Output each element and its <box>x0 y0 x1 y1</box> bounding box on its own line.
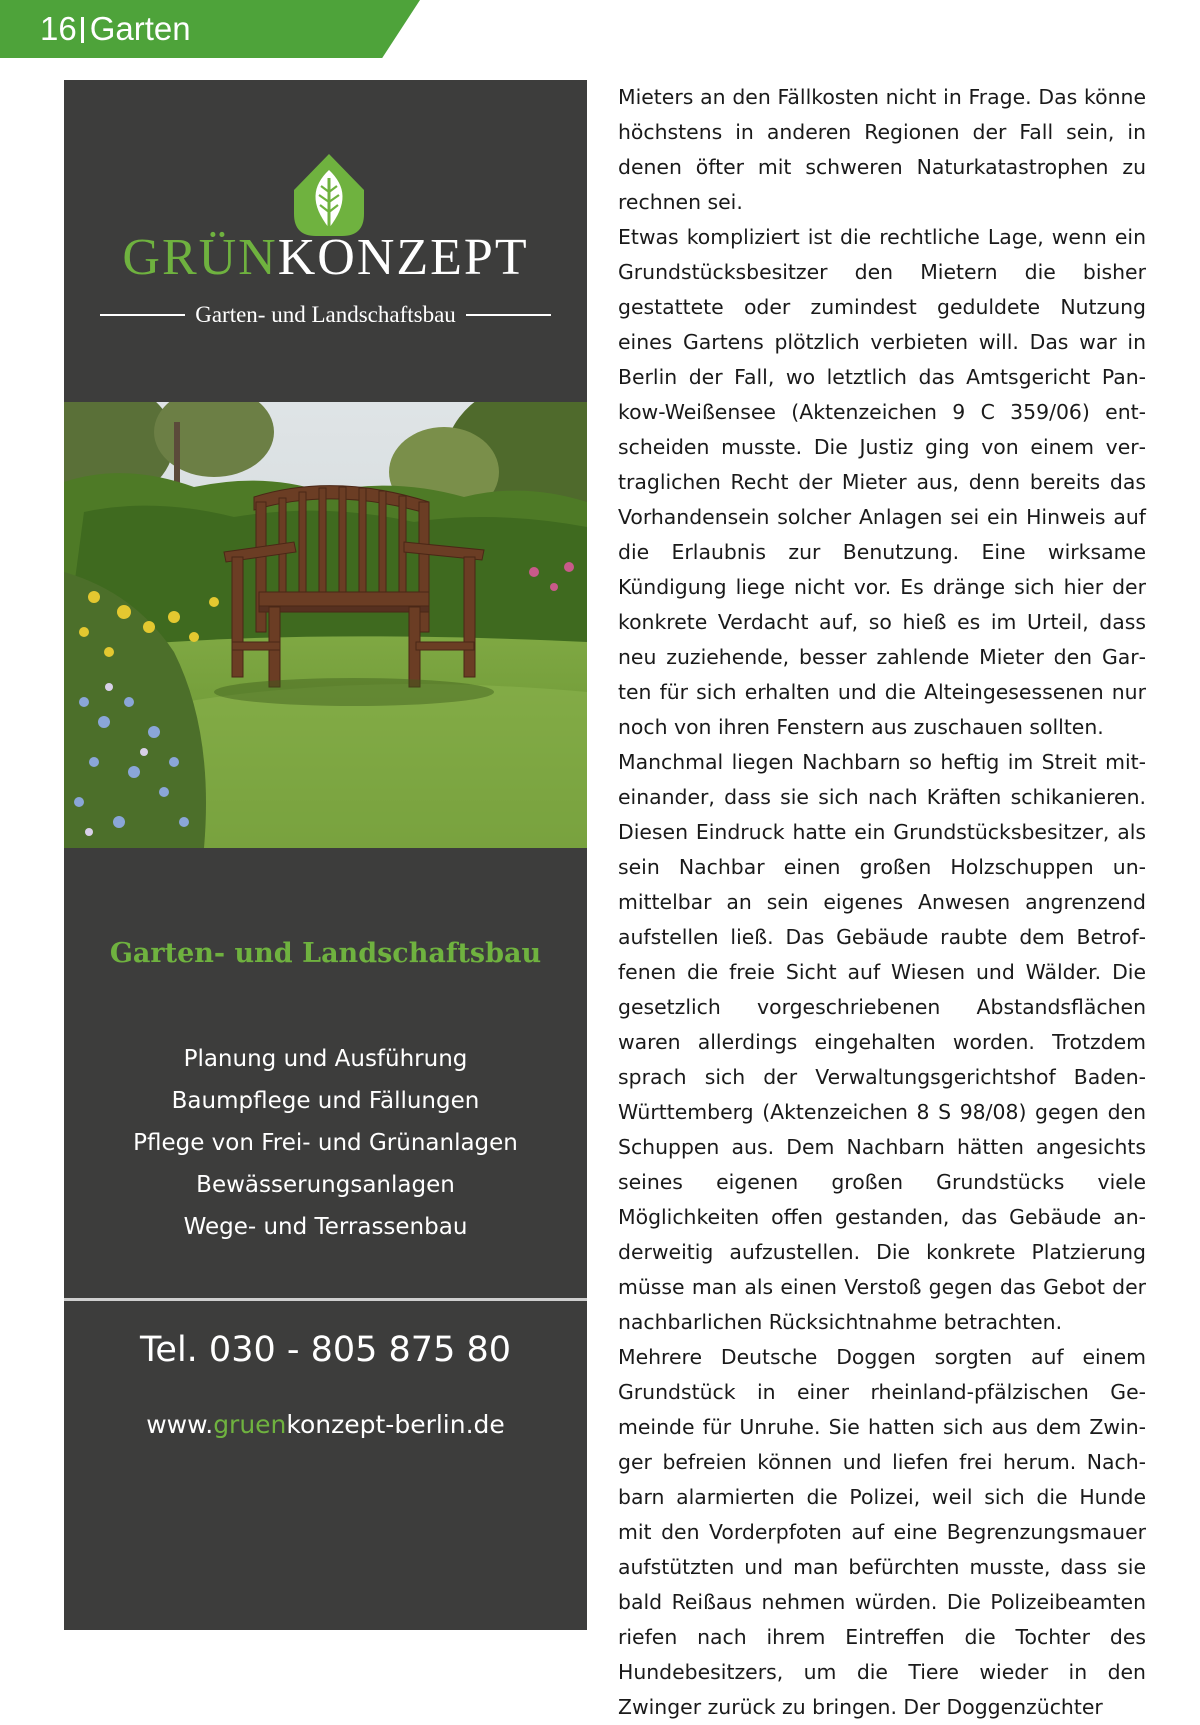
service-item: Wege- und Terrassenbau <box>183 1214 468 1240</box>
article-paragraph: Mehrere Deutsche Doggen sorgten auf einem Grundstück in einer rheinland-pfälzischen Gemeinde für Unruhe. Sie hatten sich aus dem Zwinger befreien können und liefen frei herum. Nachbarn alarmierten die Polizei, weil sich die Hunde mit den Vorderpfoten auf eine Begrenzungsmauer aufstützten und man befürchten musste, dass sie bald Reißaus nehmen würden. Die Polizeibeamten riefen nach ihrem Eintreffen die Tochter des Hundebesitzers, um die Tiere wieder in den Zwinger zurück zu bringen. Der Doggenzüchter <box>618 1345 1146 1719</box>
brand-logo <box>64 228 587 288</box>
brand-part-konzept: KONZEPT <box>277 229 529 286</box>
advertisement-panel <box>64 80 587 1630</box>
brand-part-gruen: GRÜN <box>122 229 278 286</box>
divider <box>466 314 551 316</box>
service-item: Baumpflege und Fällungen <box>171 1088 480 1114</box>
garden-bench-photo <box>64 402 587 848</box>
header-separator <box>81 17 84 43</box>
brand-subtitle <box>100 295 551 335</box>
phone-number: Tel. 030 - 805 875 80 <box>139 1330 512 1370</box>
ad-headline: Garten- und Landschaftsbau <box>109 938 542 969</box>
article-paragraph: Manchmal liegen Nachbarn so heftig im Streit miteinander, dass sie sich nach Kräften schikanieren. Diesen Eindruck hatte ein Grundstücksbesitzer, als sein Nachbar einen großen Holzschuppen unmittelbar an sein eigenes Anwesen angrenzend aufstellen ließ. Das Gebäude raubte dem Betroffenen die freie Sicht auf Wiesen und Wälder. Die gesetzlich vorgeschriebenen Abstandsflächen waren allerdings eingehalten worden. Trotzdem sprach sich der Verwaltungsgerichtshof Baden-Württemberg (Aktenzeichen 8 S 98/08) gegen den Schuppen aus. Dem Nachbarn hätten angesichts seines eigenen großen Grundstücks viele Möglichkeiten offen gestanden, das Gebäude anderweitig aufzustellen. Die konkrete Platzierung müsse man als einen Verstoß gegen das Gebot der nachbarlichen Rücksichtnahme betrachten. <box>618 750 1146 1334</box>
article-paragraph: Etwas kompliziert ist die rechtliche Lage, wenn ein Grundstücksbesitzer den Mietern die bisher gestattete oder zumindest geduldete Nutzung eines Gartens plötzlich verbieten will. Das war in Berlin der Fall, wo letztlich das Amtsgericht Pankow-Weißensee (Aktenzeichen 9 C 359/06) entscheiden musste. Die Justiz ging von einem vertraglichen Recht der Mieter aus, denn bereits das Vorhandensein solcher Anlagen sei ein Hinweis auf die Erlaubnis zur Benutzung. Eine wirksame Kündigung liege nicht vor. Es dränge sich hier der konkrete Verdacht auf, so hieß es im Urteil, dass neu zuziehende, besser zahlende Mieter den Garten für sich erhalten und die Alteingesessenen nur noch von ihren Fenstern aus zuschauen sollten. <box>618 225 1146 739</box>
website-prefix: www. <box>146 1410 214 1439</box>
brand-subtitle-text: Garten- und Landschaftsbau <box>195 302 456 327</box>
divider <box>64 1298 587 1301</box>
service-item: Bewässerungsanlagen <box>196 1172 455 1198</box>
service-item: Pflege von Frei- und Grünanlagen <box>133 1130 518 1156</box>
page-number: 16 <box>40 10 77 47</box>
divider <box>100 314 185 316</box>
article-body <box>618 80 1146 1725</box>
website-highlight: gruen <box>213 1410 287 1439</box>
article-paragraph: Mieters an den Fällkosten nicht in Frage. Das könne höchstens in anderen Regionen der Fall sein, in denen öfter mit schweren Naturkatastrophen zu rechnen sei. <box>618 85 1146 214</box>
section-title: Garten <box>89 10 191 47</box>
services-list <box>64 1038 587 1248</box>
website-suffix: konzept-berlin.de <box>286 1410 505 1439</box>
section-header <box>40 10 191 48</box>
service-item: Planung und Ausführung <box>183 1046 468 1072</box>
website-link[interactable] <box>64 1410 587 1439</box>
